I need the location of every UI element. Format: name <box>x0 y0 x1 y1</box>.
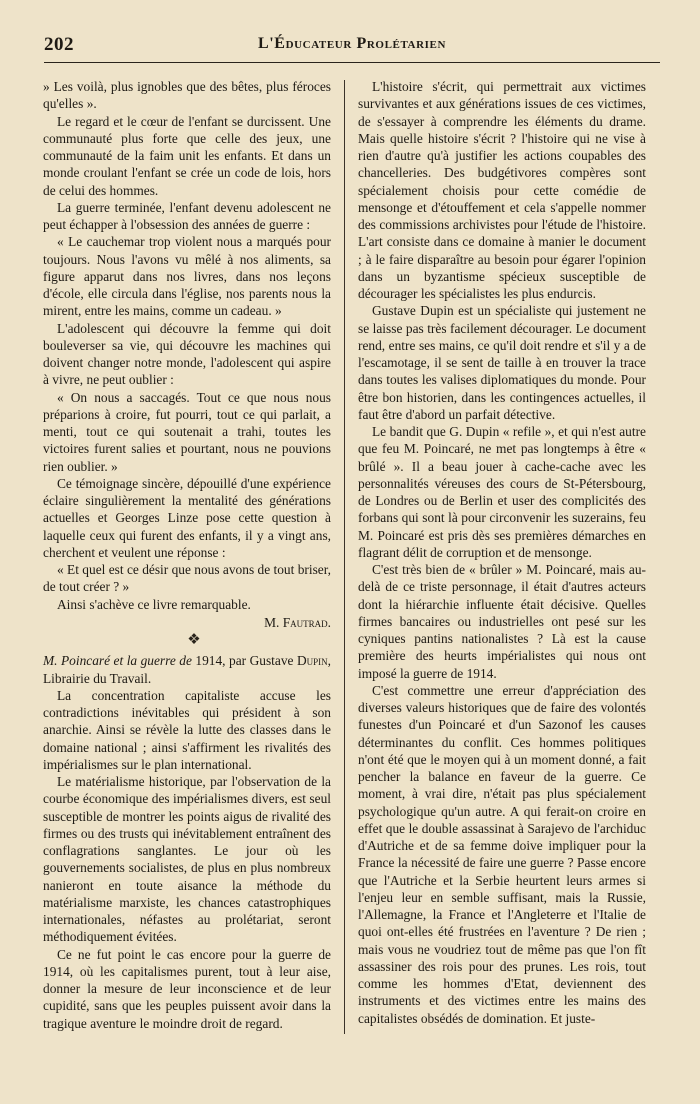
quote-paragraph: « Le cauchemar trop violent nous a marqués pour toujours. Nous l'avons vu mêlé à nos aliments, sa figure apparut dans nos livres, dans nos leçons d'école, elle circula dans l'église, nos parents nous la mirent, entre les mains, comme un cadeau. » <box>43 234 331 319</box>
paragraph: Ainsi s'achève ce livre remarquable. <box>57 596 251 612</box>
paragraph: L'histoire s'écrit, qui permettrait aux victimes survivantes et aux générations issues de ces victimes, de s'essayer à comprendre les éléments du drame. Mais quelle histoire s'écrit ? l'histoire qui ne vise à rien d'autre qu'à justifier les actions coupables des chancelleries. Des budgétivores compères sont spécialement choisis pour cette comédie de mensonge et d'étouffement et cela s'appelle nommer des commissions archivistes pour l'étude de l'histoire. L'art consiste dans ce domaine à manier le document ; à le faire disparaître au besoin pour égarer l'opinion dans un byzantisme spécieux susceptible de décourager les spécialistes les plus endurcis. <box>358 79 646 301</box>
page-number: 202 <box>44 34 74 55</box>
paragraph: Gustave Dupin est un spécialiste qui justement ne se laisse pas très facilement décourager. Le document rend, entre ses mains, ce qu'il doit rendre et s'il y a de l'escamotage, il se sent de taille à en trouver la trace dans toutes les valises diplomatiques du monde. Pour être bon historien, dans les contingences actuelles, il faut être d'abord un parfait détective. <box>358 303 646 422</box>
book-publisher: , Librairie du Travail. <box>43 653 331 686</box>
left-column <box>43 78 331 1032</box>
column-divider <box>344 80 345 1034</box>
paragraph: L'adolescent qui découvre la femme qui doit bouleverser sa vie, qui découvre les machines qui doivent changer notre monde, l'adolescent qui aspire à vivre, ne peut oublier : <box>43 320 331 388</box>
paragraph: Ce témoignage sincère, dépouillé d'une expérience éclaire singulièrement la mentalité des générations actuelles et Georges Linze pose cette question à laquelle ceux qui furent des enfants, il y a vingt ans, cherchent et veulent une réponse : <box>43 475 331 560</box>
section-ornament: ❖ <box>187 630 201 648</box>
article-signature: M. Fautrad. <box>264 614 331 630</box>
paragraph: La concentration capitaliste accuse les contradictions inévitables qui président à son anarchie. Ainsi se révèle la lutte des classes dans le domaine national ; ainsi s'affirment les rivalités des impérialismes sur le plan international. <box>43 687 331 772</box>
paragraph: C'est très bien de « brûler » M. Poincaré, mais au-delà de ce triste personnage, il était d'autres acteurs dont la hiérarchie influente était décisive. Quelles firmes bancaires ou industrielles ont pesé sur les cyniques pantins nationalistes ? Là est la cause première des heurts impérialistes qui nous ont imposé la guerre de 1914. <box>358 562 646 681</box>
quote-paragraph: « Et quel est ce désir que nous avons de tout briser, de tout créer ? » <box>43 562 331 595</box>
paragraph: Le bandit que G. Dupin « refile », et qui n'est autre que feu M. Poincaré, ne met pas longtemps à être « brûlé ». Il a beau jouer à cache-cache avec les personnalités véreuses des cours de St-Pétersbourg, de Londres ou de Berlin et user des complicités des forbans qui sont là pour circonvenir les suzerains, feu M. Poincaré est pris dès ses premières démarches en flagrant délit de corruption et de mensonge. <box>358 424 646 560</box>
book-author: Dupin <box>296 653 328 669</box>
page-header <box>44 34 660 60</box>
paragraph: La guerre terminée, l'enfant devenu adolescent ne peut échapper à l'obsession des années de guerre : <box>43 199 331 232</box>
running-title: L'Éducateur Prolétarien <box>257 35 447 52</box>
book-year: 1914 <box>195 653 223 669</box>
paragraph: C'est commettre une erreur d'appréciation des diverses valeurs historiques que de faire des volontés funestes d'un Poincaré et d'un Sazonof les causes déterminantes du conflit. Ces hommes politiques n'ont été que le moyen qui à un moment donné, a fait pencher la balance en faveur de la guerre. Ce moment, à vrai dire, n'était pas plus spécialement psychologique qu'un autre. A qui ferait-on croire en effet que le double assassinat à Sarajevo de l'archiduc d'Autriche et de sa femme doive impliquer pour la France la nécessité de faire une guerre ? Passe encore que l'Autriche et la Serbie heurtent leurs armes si l'enjeu leur en semble suffisant, mais la Russie, l'Allemagne, la France et l'Angleterre et l'Italie de quoi ont-elles été frustrées en l'aventure ? De rien ; mais vous ne voudriez tout de même pas que l'on fît assassiner des rois pour des prunes. Les rois, tout comme les hommes d'Etat, deviennent des instruments et des victimes entre les mains des capitalistes obsédés de domination. Et juste- <box>358 682 646 1026</box>
paragraph: Le matérialisme historique, par l'observation de la courbe économique des impérialismes divers, est seul susceptible de montrer les points aigus de rivalité des firmes ou des trusts qui inévitablement entraînent des conflagrations sanglantes. Le jour où les gouvernements socialistes, de plus en plus nombreux nanieront en toute aisance la méthode du matérialisme marxiste, les chances catastrophiques internationales, néfastes au prolétariat, seront méthodiquement évitées. <box>43 774 331 945</box>
paragraph: Le regard et le cœur de l'enfant se durcissent. Une communauté plus forte que celle des jeux, une communauté de la faim unit les enfants. Et dans un monde croulant l'enfant se crée un code de lois, hors de celui des hommes. <box>43 113 331 198</box>
paragraph: Ce ne fut point le cas encore pour la guerre de 1914, où les capitalismes purent, tout à leur aise, donner la mesure de leur inconscience et de leur cupidité, sans que les peuples puissent avoir dans la tragique aventure le moindre droit de regard. <box>43 946 331 1031</box>
header-rule <box>44 62 660 63</box>
quote-paragraph: « On nous a saccagés. Tout ce que nous nous préparions à croire, fut pourri, tout ce qui parlait, a menti, tout ce qui soutenait a trahi, toutes les victoires furent salies et pourtant, nous ne pouvions rien oublier. » <box>43 389 331 474</box>
book-by: , par Gustave <box>222 653 294 669</box>
right-column <box>358 78 646 1027</box>
paragraph: » Les voilà, plus ignobles que des bêtes, plus féroces qu'elles ». <box>43 79 331 112</box>
book-review-heading <box>43 652 331 687</box>
book-title: M. Poincaré et la guerre de <box>43 653 192 669</box>
